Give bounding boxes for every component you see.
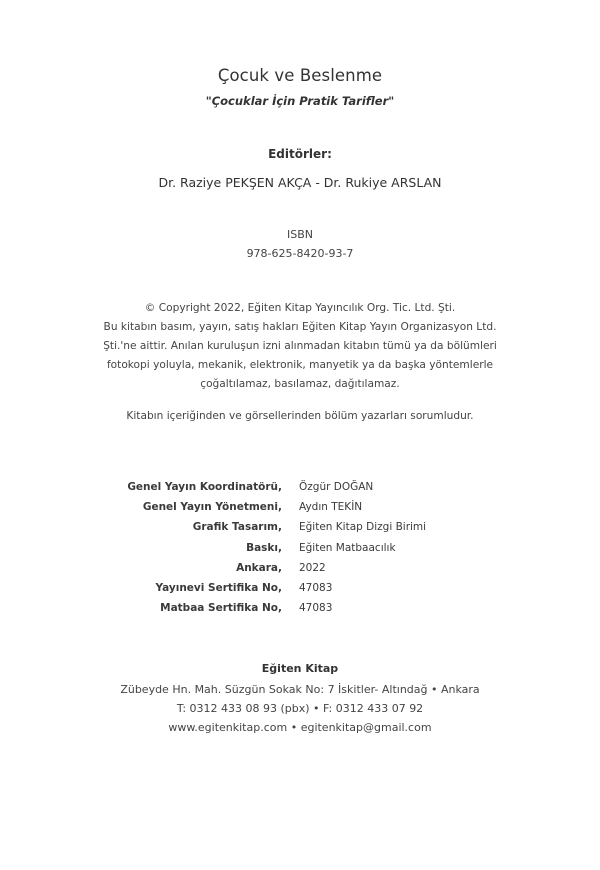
copyright-line: © Copyright 2022, Eğiten Kitap Yayıncılık Org. Tic. Ltd. Şti. — [144, 302, 456, 314]
publisher-web: www.egitenkitap.com • egitenkitap@gmail.com — [168, 721, 432, 734]
book-title: Çocuk ve Beslenme — [217, 66, 383, 85]
editors-label: Editörler: — [268, 147, 332, 161]
credits-label: Baskı, — [246, 541, 282, 554]
credits-label: Ankara, — [236, 561, 282, 574]
credits-value: Özgür DOĞAN — [299, 481, 374, 493]
responsibility-note: Kitabın içeriğinden ve görsellerinden bölüm yazarları sorumludur. — [126, 410, 474, 422]
credits-label: Matbaa Sertifika No, — [160, 602, 282, 615]
credits-row — [0, 582, 600, 602]
publisher-address: Zübeyde Hn. Mah. Süzgün Sokak No: 7 İskitler- Altındağ • Ankara — [120, 683, 480, 696]
book-subtitle: "Çocuklar İçin Pratik Tarifler" — [205, 94, 395, 108]
credits-row — [0, 542, 600, 562]
copyright-line: Bu kitabın basım, yayın, satış hakları Eğiten Kitap Yayın Organizasyon Ltd. — [103, 321, 497, 333]
credits-value: 47083 — [299, 602, 333, 615]
credits-label: Yayınevi Sertifika No, — [155, 581, 282, 594]
editors-names: Dr. Raziye PEKŞEN AKÇA - Dr. Rukiye ARSLAN — [158, 175, 442, 190]
credits-row — [0, 481, 600, 501]
credits-value: 2022 — [299, 561, 326, 574]
credits-row — [0, 602, 600, 622]
credits-row — [0, 521, 600, 541]
credits-label: Genel Yayın Yönetmeni, — [142, 501, 282, 514]
copyright-notice — [0, 299, 600, 394]
credits-row — [0, 562, 600, 582]
copyright-line: fotokopi yoluyla, mekanik, elektronik, manyetik ya da başka yöntemlerle — [106, 359, 494, 371]
credits-row — [0, 501, 600, 521]
isbn-value: 978-625-8420-93-7 — [246, 247, 354, 260]
publisher-phone: T: 0312 433 08 93 (pbx) • F: 0312 433 07 92 — [176, 702, 424, 715]
credits-table — [0, 481, 600, 622]
credits-label: Genel Yayın Koordinatörü, — [127, 481, 282, 493]
credits-value: Eğiten Matbaacılık — [299, 541, 396, 554]
publisher-name: Eğiten Kitap — [261, 662, 339, 675]
credits-value: Eğiten Kitap Dizgi Birimi — [299, 521, 427, 534]
credits-value: 47083 — [299, 581, 333, 594]
credits-label: Grafik Tasarım, — [192, 521, 282, 534]
copyright-line: çoğaltılamaz, basılamaz, dağıtılamaz. — [200, 378, 400, 390]
credits-value: Aydın TEKİN — [299, 501, 363, 514]
copyright-line: Şti.'ne aittir. Anılan kuruluşun izni alınmadan kitabın tümü ya da bölümleri — [103, 340, 497, 352]
isbn-label: ISBN — [286, 228, 313, 241]
